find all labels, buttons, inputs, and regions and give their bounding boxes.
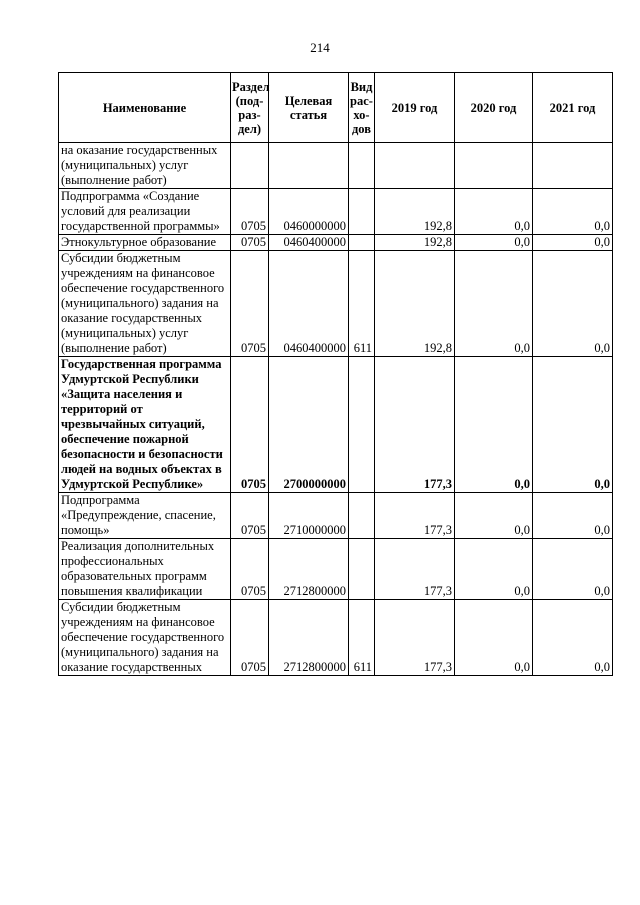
cell-y2020: 0,0 xyxy=(455,357,533,493)
header-row xyxy=(59,73,613,143)
cell-y2019 xyxy=(375,143,455,189)
table-row xyxy=(59,189,613,235)
cell-y2019: 192,8 xyxy=(375,235,455,251)
cell-section: 0705 xyxy=(231,493,269,539)
cell-section: 0705 xyxy=(231,539,269,600)
table-row xyxy=(59,600,613,676)
cell-y2019: 177,3 xyxy=(375,539,455,600)
cell-section: 0705 xyxy=(231,189,269,235)
cell-target: 0460400000 xyxy=(269,235,349,251)
cell-section: 0705 xyxy=(231,600,269,676)
cell-y2021: 0,0 xyxy=(533,251,613,357)
header-target: Целевая статья xyxy=(269,73,349,143)
cell-name: Государственная программа Удмуртской Республики «Защита населения и территорий от чрезвычайных ситуаций, обеспечение пожарной безопасности и безопасности людей на водных объектах в Удмуртской Республике» xyxy=(59,357,231,493)
cell-expense xyxy=(349,189,375,235)
page-number: 214 xyxy=(310,40,330,55)
header-name: Наименование xyxy=(59,73,231,143)
header-expense: Вид рас-хо-дов xyxy=(349,73,375,143)
cell-y2019: 177,3 xyxy=(375,493,455,539)
header-section: Раздел (под-раз-дел) xyxy=(231,73,269,143)
cell-target: 0460400000 xyxy=(269,251,349,357)
cell-name: Субсидии бюджетным учреждениям на финансовое обеспечение государственного (муниципального) задания на оказание государственных xyxy=(59,600,231,676)
cell-section: 0705 xyxy=(231,235,269,251)
cell-y2020: 0,0 xyxy=(455,235,533,251)
cell-section xyxy=(231,143,269,189)
cell-target: 2712800000 xyxy=(269,539,349,600)
cell-y2020 xyxy=(455,143,533,189)
cell-y2021: 0,0 xyxy=(533,189,613,235)
cell-name: Этнокультурное образование xyxy=(59,235,231,251)
cell-y2021: 0,0 xyxy=(533,235,613,251)
cell-target: 0460000000 xyxy=(269,189,349,235)
cell-name: Подпрограмма «Создание условий для реализации государственной программы» xyxy=(59,189,231,235)
cell-target: 2700000000 xyxy=(269,357,349,493)
cell-y2021: 0,0 xyxy=(533,600,613,676)
cell-y2021: 0,0 xyxy=(533,493,613,539)
table-row xyxy=(59,235,613,251)
cell-y2020: 0,0 xyxy=(455,251,533,357)
header-2020: 2020 год xyxy=(455,73,533,143)
cell-name: Подпрограмма «Предупреждение, спасение, помощь» xyxy=(59,493,231,539)
cell-expense xyxy=(349,143,375,189)
cell-expense: 611 xyxy=(349,600,375,676)
cell-y2020: 0,0 xyxy=(455,539,533,600)
cell-name: на оказание государственных (муниципальных) услуг (выполнение работ) xyxy=(59,143,231,189)
cell-expense: 611 xyxy=(349,251,375,357)
cell-y2021: 0,0 xyxy=(533,539,613,600)
table-row xyxy=(59,251,613,357)
cell-section: 0705 xyxy=(231,357,269,493)
cell-y2019: 177,3 xyxy=(375,357,455,493)
table-row xyxy=(59,539,613,600)
table-row xyxy=(59,493,613,539)
cell-y2019: 192,8 xyxy=(375,189,455,235)
header-2019: 2019 год xyxy=(375,73,455,143)
table-row xyxy=(59,357,613,493)
cell-expense xyxy=(349,357,375,493)
cell-expense xyxy=(349,539,375,600)
cell-target: 2710000000 xyxy=(269,493,349,539)
budget-table xyxy=(58,72,613,676)
cell-name: Реализация дополнительных профессиональных образовательных программ повышения квалификации xyxy=(59,539,231,600)
cell-target xyxy=(269,143,349,189)
cell-y2021: 0,0 xyxy=(533,357,613,493)
cell-y2019: 177,3 xyxy=(375,600,455,676)
cell-y2021 xyxy=(533,143,613,189)
header-2021: 2021 год xyxy=(533,73,613,143)
cell-target: 2712800000 xyxy=(269,600,349,676)
cell-expense xyxy=(349,493,375,539)
cell-name: Субсидии бюджетным учреждениям на финансовое обеспечение государственного (муниципального) задания на оказание государственных (муниципальных) услуг (выполнение работ) xyxy=(59,251,231,357)
cell-y2020: 0,0 xyxy=(455,493,533,539)
table-row xyxy=(59,143,613,189)
cell-y2019: 192,8 xyxy=(375,251,455,357)
cell-y2020: 0,0 xyxy=(455,189,533,235)
cell-y2020: 0,0 xyxy=(455,600,533,676)
cell-expense xyxy=(349,235,375,251)
cell-section: 0705 xyxy=(231,251,269,357)
